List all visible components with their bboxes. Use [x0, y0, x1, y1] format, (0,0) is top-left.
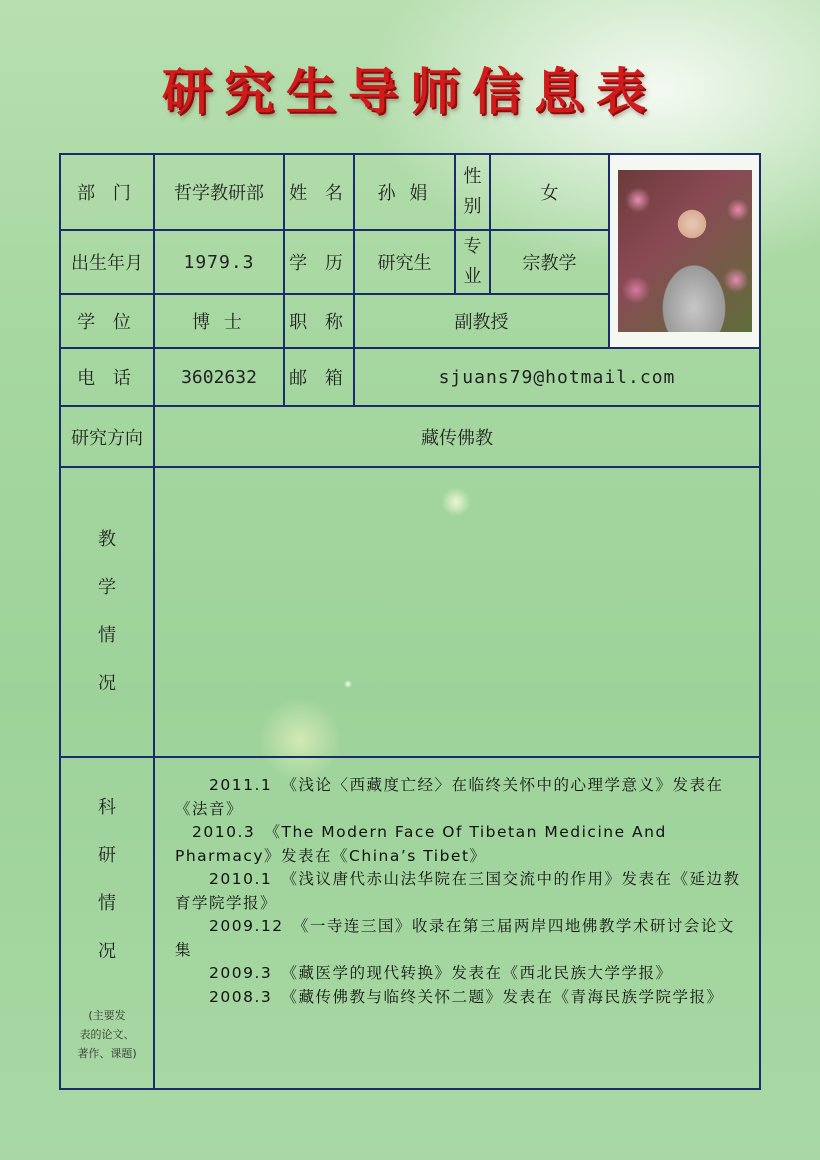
birth-label: 出生年月 [60, 230, 154, 294]
name-label: 姓 名 [284, 154, 354, 230]
edu-label: 学 历 [284, 230, 354, 294]
dept-value: 哲学教研部 [154, 154, 284, 230]
major-value: 宗教学 [490, 230, 609, 294]
publication-entry: 2011.1 《浅论〈西藏度亡经〉在临终关怀中的心理学意义》发表在《法音》 [175, 776, 724, 818]
research-note-line: 著作、课题) [77, 1046, 137, 1060]
research-content [154, 757, 760, 1089]
research-label-char: 研 [98, 844, 116, 866]
degree-label: 学 位 [60, 294, 154, 348]
teaching-label-char: 况 [98, 673, 116, 694]
research-label-char: 科 [98, 796, 116, 818]
research-note [61, 1006, 153, 1063]
teaching-label-char: 教 [98, 529, 116, 550]
research-note-line: (主要发 [88, 1008, 126, 1022]
degree-value: 博 士 [154, 294, 284, 348]
teaching-label-char: 学 [98, 577, 116, 598]
research-direction-label: 研究方向 [60, 406, 154, 467]
teaching-content [154, 467, 760, 757]
name-value: 孙 娟 [354, 154, 455, 230]
research-label-char: 情 [98, 892, 116, 914]
portrait-photo [618, 170, 752, 332]
dept-label: 部 门 [60, 154, 154, 230]
teaching-label [60, 467, 154, 757]
sex-label-char-2: 别 [463, 196, 482, 217]
teaching-label-char: 情 [98, 625, 116, 646]
major-label-char-2: 业 [463, 266, 482, 287]
phone-label: 电 话 [60, 348, 154, 406]
publication-entry: 2008.3 《藏传佛教与临终关怀二题》发表在《青海民族学院学报》 [175, 987, 724, 1006]
title-label: 职 称 [284, 294, 354, 348]
publication-entry: 2009.12 《一寺连三国》收录在第三届两岸四地佛教学术研讨会论文集 [175, 917, 735, 959]
phone-value: 3602632 [154, 348, 284, 406]
research-direction-value: 藏传佛教 [154, 406, 760, 467]
research-label [60, 757, 154, 1089]
publication-entry: 2010.1 《浅议唐代赤山法华院在三国交流中的作用》发表在《延边教育学院学报》 [175, 870, 741, 912]
major-label-char-1: 专 [463, 236, 482, 257]
publication-entry: 2009.3 《藏医学的现代转换》发表在《西北民族大学学报》 [175, 964, 673, 982]
email-value: sjuans79@hotmail.com [354, 348, 760, 406]
email-label: 邮 箱 [284, 348, 354, 406]
photo-cell [609, 154, 760, 348]
research-note-line: 表的论文、 [79, 1027, 135, 1041]
publication-entry: 2010.3 《The Modern Face Of Tibetan Medicine And Pharmacy》发表在《China’s Tibet》 [175, 823, 667, 865]
title-value: 副教授 [354, 294, 609, 348]
major-label [455, 230, 490, 294]
research-label-char: 况 [98, 940, 116, 962]
sex-value: 女 [490, 154, 609, 230]
edu-value: 研究生 [354, 230, 455, 294]
sex-label-char-1: 性 [463, 166, 482, 187]
birth-value: 1979.3 [154, 230, 284, 294]
info-table [59, 153, 761, 1090]
page-title: 研究生导师信息表 [162, 63, 658, 121]
sex-label [455, 154, 490, 230]
